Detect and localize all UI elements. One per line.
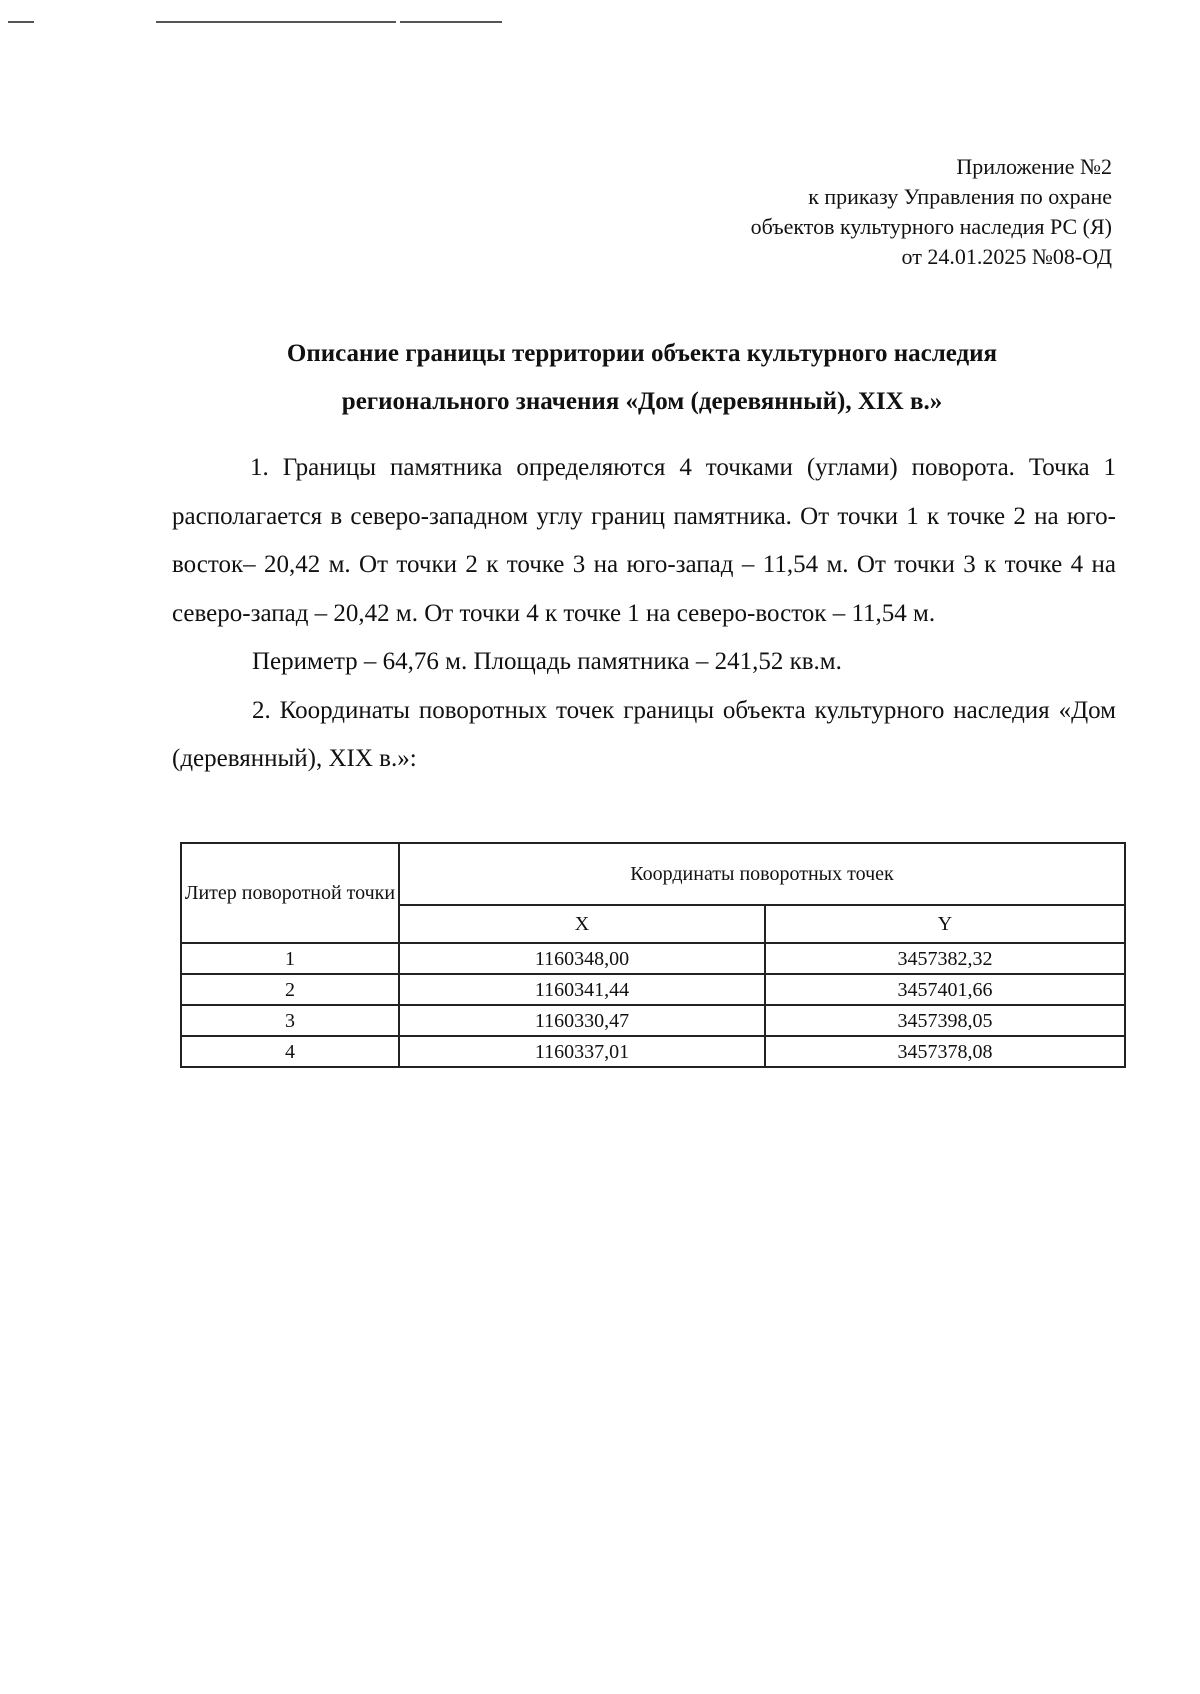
document-title-line-1: Описание границы территории объекта культурного наследия: [286, 340, 998, 367]
cell-x: 1160341,44: [399, 974, 765, 1005]
paragraph-coordinates-intro: 2. Координаты поворотных точек границы объекта культурного наследия «Дом (деревянный), XIX в.»:: [172, 696, 1116, 772]
cell-x: 1160348,00: [399, 943, 765, 974]
table-row: [181, 974, 1125, 1005]
table-row: [181, 1005, 1125, 1036]
cell-y: 3457401,66: [765, 974, 1125, 1005]
paragraph-boundaries: 1. Границы памятника определяются 4 точками (углами) поворота. Точка 1 располагается в северо-западном углу границ памятника. От точки 1 к точке 2 на юго-восток– 20,42 м. От точки 2 к точке 3 на юго-запад – 11,54 м. От точки 3 к точке 4 на северо-запад – 20,42 м. От точки 4 к точке 1 на северо-восток – 11,54 м.: [172, 454, 1116, 627]
cell-point: 3: [181, 1005, 399, 1036]
scan-artifact-line: [400, 21, 502, 23]
cell-y: 3457378,08: [765, 1036, 1125, 1067]
appendix-order-ref: к приказу Управления по охране: [808, 184, 1112, 209]
cell-x: 1160337,01: [399, 1036, 765, 1067]
table-row: [181, 943, 1125, 974]
cell-x: 1160330,47: [399, 1005, 765, 1036]
header-y: Y: [765, 905, 1125, 943]
scan-artifact-line: [8, 21, 34, 23]
appendix-number: Приложение №2: [956, 154, 1112, 179]
cell-point: 2: [181, 974, 399, 1005]
scan-artifact-line: [156, 21, 396, 23]
appendix-date: от 24.01.2025 №08-ОД: [901, 244, 1112, 269]
document-body: [172, 444, 1116, 784]
cell-y: 3457398,05: [765, 1005, 1125, 1036]
table-row: [181, 1036, 1125, 1067]
appendix-authority: объектов культурного наследия РС (Я): [750, 214, 1112, 239]
paragraph-perimeter-area: Периметр – 64,76 м. Площадь памятника – 241,52 кв.м.: [252, 648, 842, 675]
document-title-line-2: регионального значения «Дом (деревянный), XIX в.»: [341, 388, 943, 415]
cell-point: 4: [181, 1036, 399, 1067]
header-coordinates: Координаты поворотных точек: [399, 843, 1125, 905]
coordinates-table: [180, 842, 1126, 1068]
appendix-header: [552, 152, 1112, 272]
cell-point: 1: [181, 943, 399, 974]
table-header-row: [181, 843, 1125, 905]
header-liter: Литер поворотной точки: [181, 843, 399, 943]
header-x: X: [399, 905, 765, 943]
document-title: [172, 330, 1112, 426]
cell-y: 3457382,32: [765, 943, 1125, 974]
